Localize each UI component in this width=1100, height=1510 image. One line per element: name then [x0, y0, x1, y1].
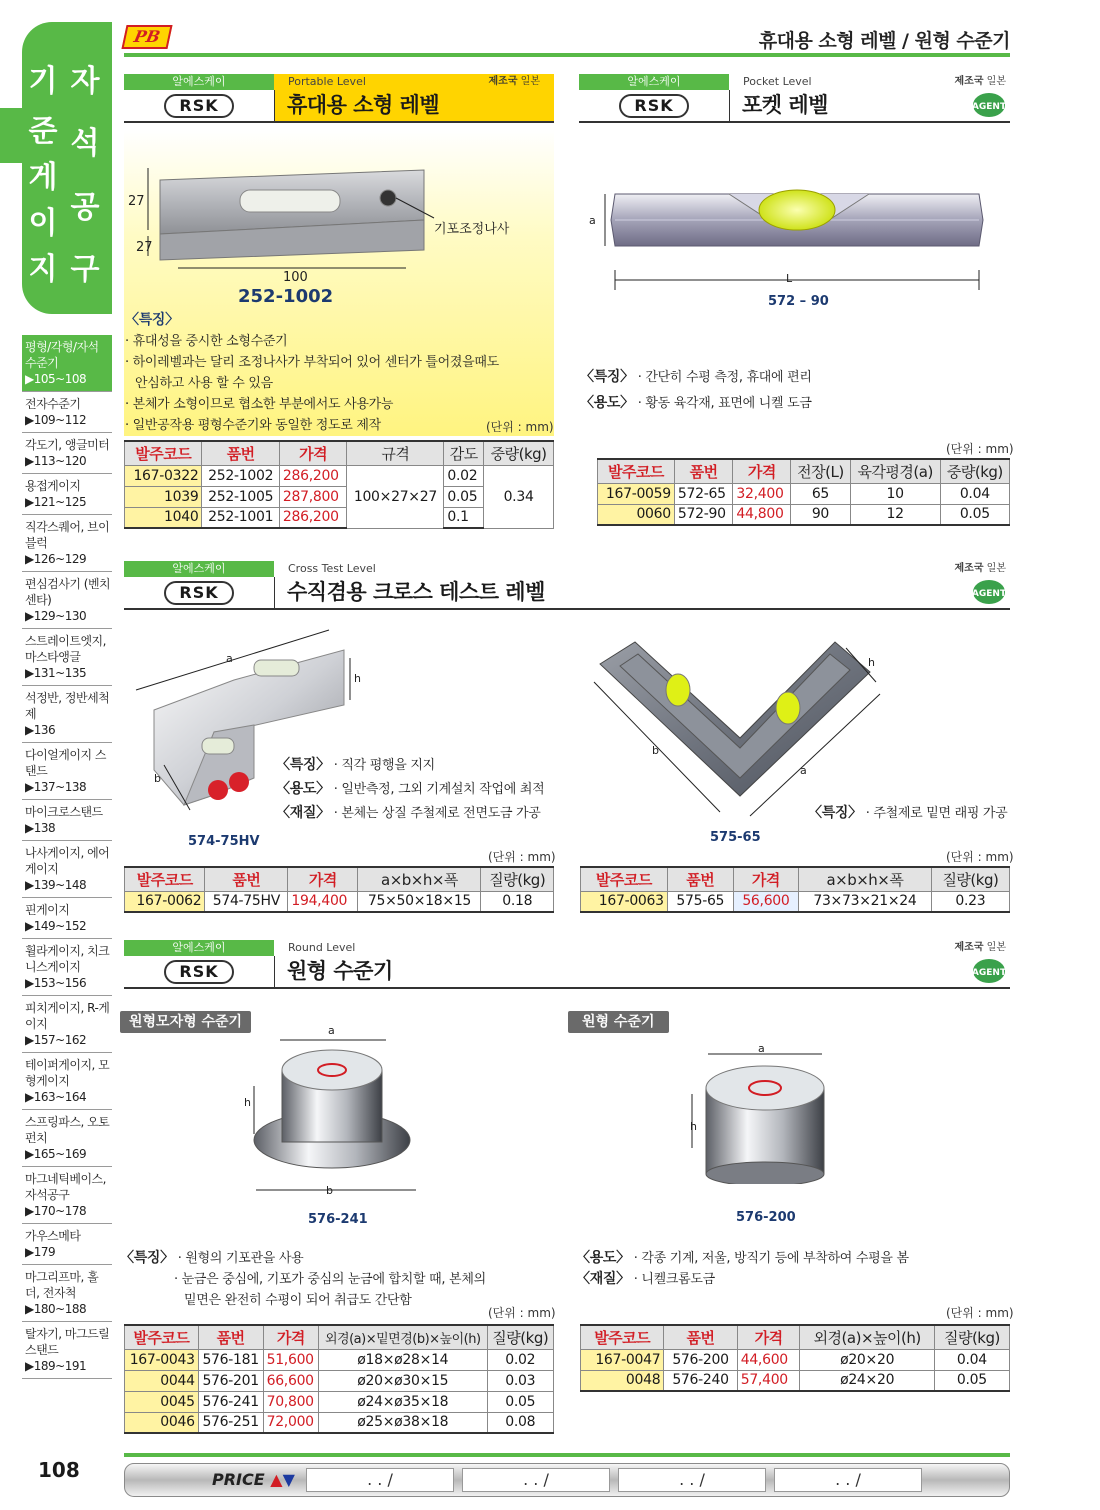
category-nav	[22, 335, 112, 1379]
pocket-use: 〈용도〉 · 황동 육각재, 표면에 니켈 도금	[580, 395, 812, 411]
dim-a: a	[589, 214, 596, 227]
banner-char: 기	[28, 64, 58, 99]
table-row: 0046 576-251 72,000 ø25×ø38×18 0.08	[125, 1412, 554, 1433]
sidebar-item-range: ▶149~152	[25, 919, 87, 933]
sidebar-item-label: 석정반, 정반세척제	[25, 691, 110, 721]
sidebar-item[interactable]	[22, 515, 112, 572]
agent-badge-icon	[970, 92, 1008, 118]
model-number: 572 – 90	[768, 294, 829, 309]
sidebar-item-range: ▶109~112	[25, 413, 87, 427]
model-number: 574-75HV	[188, 834, 260, 849]
sidebar-item-label: 휠라게이지, 치크니스게이지	[25, 944, 110, 974]
dim-a: a	[758, 1042, 765, 1055]
unit-label: (단위 : mm)	[488, 850, 556, 864]
sidebar-item[interactable]	[22, 1224, 112, 1265]
sidebar-item[interactable]	[22, 629, 112, 686]
dim-a: a	[226, 652, 233, 665]
table-row: 167-0047 576-200 44,600 ø20×20 0.04	[581, 1349, 1010, 1370]
unit-label: (단위 : mm)	[488, 1306, 556, 1320]
sidebar-item[interactable]	[22, 1053, 112, 1110]
sidebar-item-range: ▶138	[25, 821, 56, 835]
banner-char: 자	[70, 64, 100, 99]
sidebar-item-label: 스트레이트엣지, 마스타앵글	[25, 634, 106, 664]
section-header-pocket	[579, 74, 1010, 124]
section-title: 휴대용 소형 레벨	[274, 90, 554, 121]
rsk-logo: RSK	[164, 581, 234, 605]
origin: 제조국 일본	[954, 563, 1006, 574]
sidebar-item[interactable]	[22, 1322, 112, 1379]
sidebar-item[interactable]	[22, 898, 112, 939]
sidebar-item-range: ▶131~135	[25, 666, 87, 680]
origin: 제조국 일본	[488, 76, 540, 87]
sidebar-item-label: 평형/각형/자석 수준기	[25, 340, 99, 370]
banner-char: 준	[28, 114, 58, 149]
sidebar-item-label: 용접게이지	[25, 479, 81, 493]
dim-b: b	[652, 744, 659, 757]
up-arrow-icon: ▲	[270, 1470, 283, 1489]
section-en-title: Cross Test Level	[288, 562, 376, 575]
sidebar-item[interactable]	[22, 474, 112, 515]
price-slot[interactable]: . . /	[306, 1468, 454, 1492]
agent-badge-icon	[970, 958, 1008, 984]
sidebar-item-range: ▶170~178	[25, 1204, 87, 1218]
sidebar-item-label: 마이크로스탠드	[25, 805, 103, 819]
dim-l: 100	[283, 270, 308, 285]
maker-tag: 알에스케이	[579, 74, 729, 90]
sidebar-item-range: ▶129~130	[25, 609, 87, 623]
dim-a: a	[328, 1024, 335, 1037]
page-number: 108	[38, 1458, 80, 1482]
table-row: 0045 576-241 70,800 ø24×ø35×18 0.05	[125, 1391, 554, 1412]
sidebar-item[interactable]	[22, 392, 112, 433]
sidebar-item-label: 마그네틱베이스, 자석공구	[25, 1172, 106, 1202]
sidebar-item-label: 가우스메타	[25, 1229, 81, 1243]
unit-label: (단위 : mm)	[946, 442, 1014, 456]
subsection-label: 원형 수준기	[568, 1011, 669, 1033]
sidebar-item-range: ▶105~108	[25, 372, 87, 386]
sidebar-item[interactable]	[22, 1167, 112, 1224]
round-hat-level-illustration	[236, 1030, 436, 1210]
sidebar-item-range: ▶180~188	[25, 1302, 87, 1316]
banner-char: 게	[28, 160, 58, 195]
price-slot[interactable]: . . /	[462, 1468, 610, 1492]
table-row: 167-0063 575-65 56,600 73×73×21×24 0.23	[581, 891, 1010, 912]
dim-b: b	[154, 772, 161, 785]
sidebar-item[interactable]	[22, 1265, 112, 1322]
dim-h: 27	[128, 194, 145, 209]
dim-b: b	[326, 1184, 333, 1197]
cross-feature: 〈특징〉 · 직각 평행을 지지 〈용도〉 · 일반측정, 그외 기계설치 작업에 최적 〈재질〉 · 본체는 상질 주철제로 전면도금 가공	[276, 757, 545, 821]
page-title: 휴대용 소형 레벨 / 원형 수준기	[758, 30, 1010, 52]
cross-level-cast-illustration	[580, 620, 900, 830]
table-row: 167-0062 574-75HV 194,400 75×50×18×15 0.18	[125, 891, 554, 912]
sidebar-item-range: ▶179	[25, 1245, 56, 1259]
maker-tag: 알에스케이	[124, 940, 274, 956]
sidebar-item[interactable]	[22, 800, 112, 841]
sidebar-item[interactable]	[22, 433, 112, 474]
sidebar-item-label: 각도기, 앵글미터	[25, 438, 110, 452]
section-en-title: Portable Level	[288, 75, 366, 88]
pocket-feature: 〈특징〉 · 간단히 수평 측정, 휴대에 편리	[580, 369, 812, 385]
sidebar-item-range: ▶189~191	[25, 1359, 87, 1373]
model-number: 576-200	[736, 1210, 796, 1225]
sidebar-item-label: 핀게이지	[25, 903, 70, 917]
banner-char: 지	[28, 252, 58, 287]
maker-tag: 알에스케이	[124, 74, 274, 90]
table-row: 1039 252-1005 287,800 0.05	[125, 486, 554, 507]
dim-w: 27	[136, 240, 153, 255]
rsk-logo: RSK	[619, 94, 689, 118]
section-en-title: Pocket Level	[743, 75, 812, 88]
table-row: 1040 252-1001 286,200 0.1	[125, 507, 554, 528]
maker-tag: 알에스케이	[124, 561, 274, 577]
round-hat-spec-table: 발주코드 품번 가격 외경(a)×밑면경(b)×높이(h) 질량(kg) 167-0043 576-181 51,600 ø18×ø28×14 0.02 0044 576-201 66,600 ø20×ø30×15 0.03 0045 576-241 70,800 ø24×ø35×18 0.05 0046 576-251 72,000 ø25×ø38×18 0.08	[124, 1324, 554, 1434]
sidebar-item-label: 직각스퀘어, 브이블럭	[25, 520, 110, 550]
table-row: 0060 572-90 44,800 90 12 0.05	[598, 504, 1010, 525]
dim-h: h	[868, 656, 875, 669]
sidebar-item-label: 스프링파스, 오토펀치	[25, 1115, 110, 1145]
origin: 제조국 일본	[954, 942, 1006, 953]
sidebar-item-range: ▶165~169	[25, 1147, 87, 1161]
sidebar-item[interactable]	[22, 939, 112, 996]
svg-text:AGENT: AGENT	[971, 968, 1007, 978]
unit-label: (단위 : mm)	[486, 420, 554, 434]
cross-cast-feature: 〈특징〉 · 주철제로 밑면 래핑 가공	[808, 805, 1008, 821]
sidebar-item-range: ▶139~148	[25, 878, 87, 892]
table-row: 167-0043 576-181 51,600 ø18×ø28×14 0.02	[125, 1349, 554, 1370]
section-header-portable	[124, 74, 554, 124]
sidebar-item[interactable]	[22, 743, 112, 800]
sidebar-item[interactable]	[22, 335, 112, 392]
sidebar-item[interactable]	[22, 1110, 112, 1167]
section-title: 원형 수준기	[274, 956, 393, 987]
table-row: 0048 576-240 57,400 ø24×20 0.05	[581, 1370, 1010, 1391]
dim-l: L	[786, 272, 793, 285]
price-label: PRICE ▲▼	[212, 1470, 295, 1489]
sidebar-item-range: ▶153~156	[25, 976, 87, 990]
sidebar-item[interactable]	[22, 996, 112, 1053]
round-level-illustration	[684, 1044, 844, 1184]
table-row: 167-0059 572-65 32,400 65 10 0.04	[598, 483, 1010, 504]
sidebar-item-label: 전자수준기	[25, 397, 81, 411]
cross-cast-spec-table: 발주코드 품번 가격 a×b×h×폭 질량(kg) 167-0063 575-65 56,600 73×73×21×24 0.23	[580, 866, 1010, 913]
sidebar-item[interactable]	[22, 841, 112, 898]
pocket-spec-table: 발주코드 품번 가격 전장(L) 육각평경(a) 중량(kg) 167-0059 572-65 32,400 65 10 0.04 0060 572-90 44,800 90 12 0.05	[597, 458, 1010, 526]
section-title: 수직겸용 크로스 테스트 레벨	[274, 577, 545, 608]
price-slot[interactable]: . . /	[774, 1468, 922, 1492]
section-en-title: Round Level	[288, 941, 356, 954]
sidebar-item-range: ▶126~129	[25, 552, 87, 566]
table-row: 167-0322 252-1002 286,200 100×27×27 0.02 0.34	[125, 465, 554, 486]
dim-h: h	[354, 672, 361, 685]
sidebar-item-label: 나사게이지, 에어게이지	[25, 846, 110, 876]
unit-label: (단위 : mm)	[946, 1306, 1014, 1320]
dim-h: h	[690, 1120, 697, 1133]
section-header-round	[124, 940, 1010, 990]
cross-hv-spec-table: 발주코드 품번 가격 a×b×h×폭 질량(kg) 167-0062 574-75HV 194,400 75×50×18×15 0.18	[124, 866, 554, 913]
banner-char: 공	[70, 190, 100, 225]
banner-char: 이	[28, 206, 58, 241]
round-use: 〈용도〉 · 각종 기계, 저울, 방직기 등에 부착하여 수평을 봄 〈재질〉 · 니켈크롬도금	[576, 1250, 909, 1287]
callout-screw: 기포조정나사	[434, 222, 510, 237]
model-number: 252-1002	[238, 286, 334, 307]
category-banner	[22, 22, 112, 314]
sidebar-item-range: ▶113~120	[25, 454, 87, 468]
down-arrow-icon: ▼	[282, 1470, 295, 1489]
table-row: 0044 576-201 66,600 ø20×ø30×15 0.03	[125, 1370, 554, 1391]
sidebar-item-label: 탈자기, 마그드릴스탠드	[25, 1327, 110, 1357]
sidebar-item[interactable]	[22, 572, 112, 629]
banner-char: 석	[70, 126, 100, 161]
subsection-label: 원형모자형 수준기	[120, 1011, 251, 1033]
sidebar-item-range: ▶121~125	[25, 495, 87, 509]
unit-label: (단위 : mm)	[946, 850, 1014, 864]
sidebar-accent	[0, 108, 22, 163]
section-header-cross	[124, 561, 1010, 611]
sidebar-item-label: 마그리프마, 홀더, 전자척	[25, 1270, 99, 1300]
sidebar-item-label: 피치게이지, R-게이지	[25, 1001, 110, 1031]
section-title: 포켓 레벨	[729, 90, 828, 121]
svg-text:AGENT: AGENT	[971, 102, 1007, 112]
banner-char: 구	[70, 252, 100, 287]
pb-logo: PB	[121, 25, 172, 49]
portable-features: 〈특징〉 · 휴대성을 중시한 소형수준기 · 하이레벨과는 달리 조정나사가 부착되어 있어 센터가 틀어졌을때도 안심하고 사용 할 수 있음 · 본체가 소형이므로 협소한 부분에서도 사용가능 · 일반공작용 평형수준기와 동일한 정도로 제작	[125, 312, 499, 433]
sidebar-item-range: ▶137~138	[25, 780, 87, 794]
header-rule	[124, 53, 1010, 57]
portable-spec-table: 발주코드 품번 가격 규격 감도 중량(kg) 167-0322 252-1002 286,200 100×27×27 0.02 0.34 1039 252-1005 287,800 0.05 1040 252-1001 286,200 0.1	[124, 440, 554, 529]
price-slot[interactable]: . . /	[618, 1468, 766, 1492]
round-features: 〈특징〉 · 원형의 기포관을 사용 · 눈금은 중심에, 기포가 중심의 눈금에 합치할 때, 본체의 밑면은 완전히 수평이 되어 취급도 간단함	[120, 1250, 486, 1308]
dim-h: h	[244, 1096, 251, 1109]
agent-badge-icon	[970, 579, 1008, 605]
sidebar-item-range: ▶136	[25, 723, 56, 737]
round-spec-table: 발주코드 품번 가격 외경(a)×높이(h) 질량(kg) 167-0047 576-200 44,600 ø20×20 0.04 0048 576-240 57,400 ø24×20 0.05	[580, 1324, 1010, 1392]
dim-a: a	[800, 764, 807, 777]
footer-rule	[124, 1453, 1010, 1457]
sidebar-item[interactable]	[22, 686, 112, 743]
rsk-logo: RSK	[164, 94, 234, 118]
sidebar-item-label: 편심검사기 (벤치센타)	[25, 577, 111, 607]
svg-text:AGENT: AGENT	[971, 589, 1007, 599]
sidebar-item-label: 테이퍼게이지, 모형게이지	[25, 1058, 110, 1088]
rsk-logo: RSK	[164, 960, 234, 984]
model-number: 575-65	[710, 830, 761, 845]
sidebar-item-label: 다이얼게이지 스탠드	[25, 748, 106, 778]
model-number: 576-241	[308, 1212, 368, 1227]
origin: 제조국 일본	[954, 76, 1006, 87]
sidebar-item-range: ▶157~162	[25, 1033, 87, 1047]
sidebar-item-range: ▶163~164	[25, 1090, 87, 1104]
